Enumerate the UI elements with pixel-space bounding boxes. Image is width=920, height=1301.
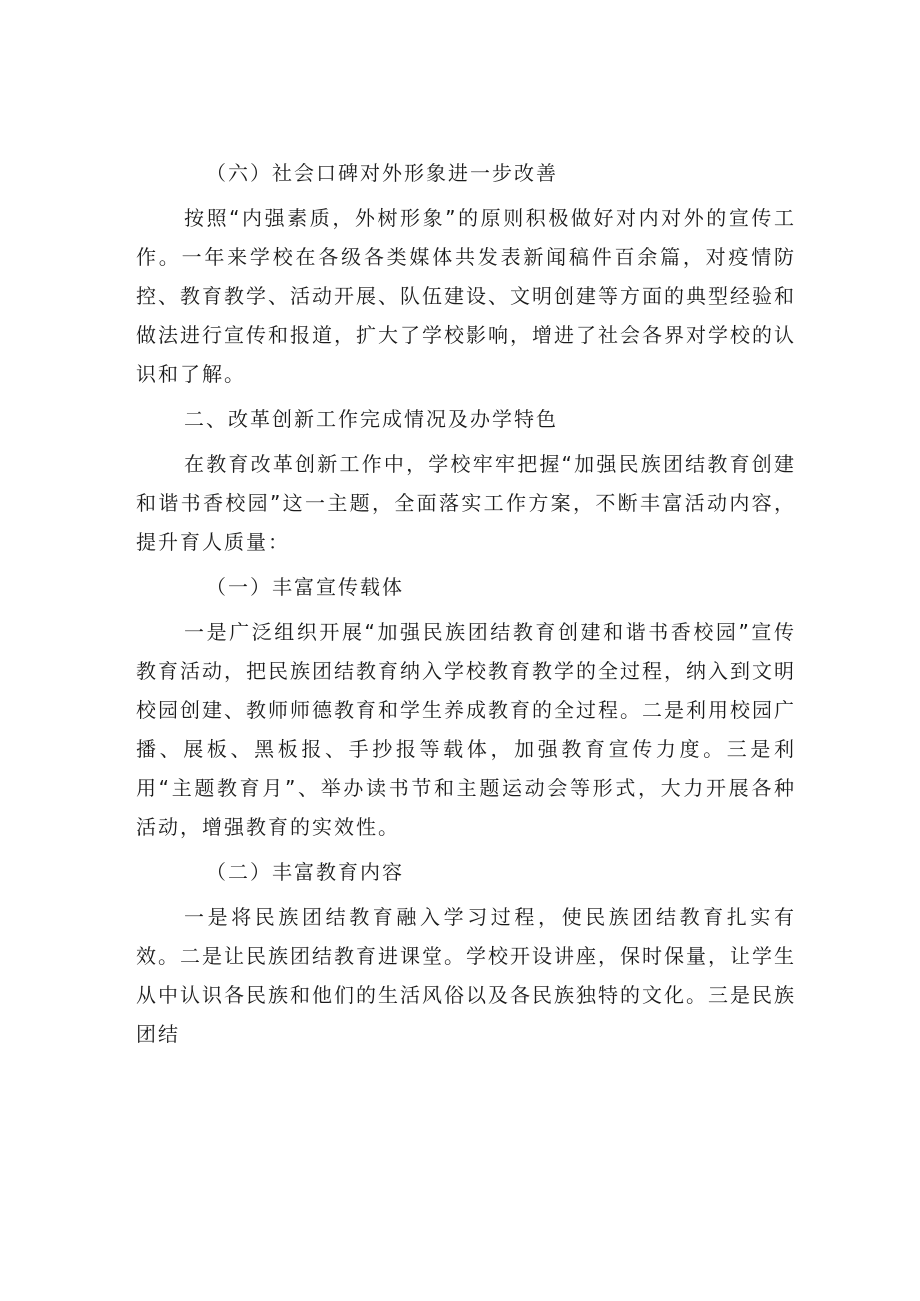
section6-heading: （六）社会口碑对外形象进一步改善 — [206, 161, 558, 185]
section6-paragraph: 按照“内强素质，外树形象”的原则积极做好对内对外的宣传工作。一年来学校在各级各类媒体共发表新闻稿件百余篇，对疫情防控、教育教学、活动开展、队伍建设、文明创建等方面的典型经验和做法进行宣传和报道，扩大了学校影响，增进了社会各界对学校的认识和了解。 — [136, 206, 796, 386]
sub2-paragraph: 一是将民族团结教育融入学习过程，使民族团结教育扎实有效。二是让民族团结教育进课堂。学校开设讲座，保时保量，让学生从中认识各民族和他们的生活风俗以及各民族独特的文化。三是民族团结 — [136, 905, 796, 1046]
sub2-heading: （二）丰富教育内容 — [206, 860, 404, 884]
document-body — [136, 154, 796, 1054]
sub1-paragraph: 一是广泛组织开展“加强民族团结教育创建和谐书香校园”宣传教育活动，把民族团结教育纳入学校教育教学的全过程，纳入到文明校园创建、教师师德教育和学生养成教育的全过程。二是利用校园广播、展板、黑板报、手抄报等载体，加强教育宣传力度。三是利用“主题教育月”、举办读书节和主题运动会等形式，大力开展各种活动，增强教育的实效性。 — [136, 620, 796, 839]
part2-intro-paragraph: 在教育改革创新工作中，学校牢牢把握“加强民族团结教育创建和谐书香校园”这一主题，全面落实工作方案，不断丰富活动内容，提升育人质量： — [136, 452, 796, 554]
part2-heading: 二、改革创新工作完成情况及办学特色 — [184, 407, 558, 431]
sub1-heading: （一）丰富宣传载体 — [206, 575, 404, 599]
